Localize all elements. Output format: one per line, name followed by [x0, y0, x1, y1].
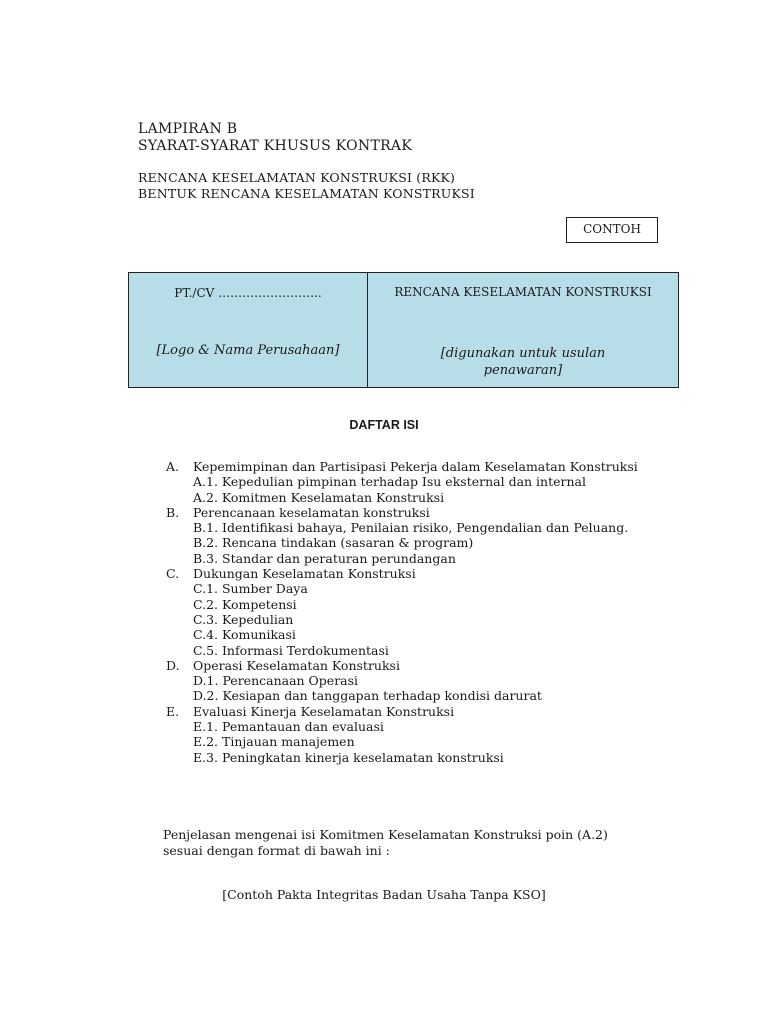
rkk-form-heading: BENTUK RENCANA KESELAMATAN KONSTRUKSI: [138, 186, 475, 201]
toc-item: C.4. Komunikasi: [193, 627, 296, 643]
rkk-cell-note: [digunakan untuk usulan penawaran]: [440, 346, 606, 378]
attachment-label: LAMPIRAN B: [138, 121, 238, 137]
table-of-contents: [166, 459, 638, 765]
toc-item: B.1. Identifikasi bahaya, Penilaian risiko, Pengendalian dan Peluang.: [193, 520, 629, 536]
rkk-cell-title: RENCANA KESELAMATAN KONSTRUKSI: [394, 285, 652, 299]
company-name-placeholder: PT./CV ……………………..: [174, 286, 322, 300]
explanation-line: Penjelasan mengenai isi Komitmen Keselamatan Konstruksi poin (A.2): [163, 827, 608, 842]
company-info-table: [128, 272, 679, 388]
toc-section-title: Dukungan Keselamatan Konstruksi: [193, 566, 416, 582]
toc-item: D.1. Perencanaan Operasi: [193, 673, 359, 689]
toc-section-title: Perencanaan keselamatan konstruksi: [193, 504, 430, 520]
explanation-line: sesuai dengan format di bawah ini :: [163, 842, 390, 858]
pakta-integritas-note: [Contoh Pakta Integritas Badan Usaha Tanpa KSO]: [222, 887, 546, 902]
toc-item: C.3. Kepedulian: [193, 611, 294, 627]
toc-letter: E.: [166, 703, 180, 719]
toc-letter: D.: [166, 657, 180, 673]
toc-section-title: Evaluasi Kinerja Keselamatan Konstruksi: [193, 703, 455, 719]
toc-section-c: [166, 566, 638, 658]
toc-item: A.2. Komitmen Keselamatan Konstruksi: [193, 489, 445, 505]
rkk-heading: RENCANA KESELAMATAN KONSTRUKSI (RKK): [138, 170, 456, 185]
toc-item: C.1. Sumber Daya: [193, 581, 308, 597]
toc-section-a: [166, 459, 638, 505]
toc-item: E.3. Peningkatan kinerja keselamatan konstruksi: [193, 749, 504, 765]
toc-heading: DAFTAR ISI: [349, 418, 419, 432]
toc-item: E.2. Tinjauan manajemen: [193, 734, 355, 750]
toc-item: A.1. Kepedulian pimpinan terhadap Isu eksternal dan internal: [193, 474, 586, 490]
toc-item: C.2. Kompetensi: [193, 596, 297, 612]
toc-letter: C.: [166, 566, 180, 582]
toc-item: D.2. Kesiapan dan tanggapan terhadap kondisi darurat: [193, 688, 542, 704]
toc-section-title: Kepemimpinan dan Partisipasi Pekerja dalam Keselamatan Konstruksi: [193, 459, 638, 474]
document-title: SYARAT-SYARAT KHUSUS KONTRAK: [138, 138, 413, 154]
toc-item: B.2. Rencana tindakan (sasaran & program): [193, 535, 474, 551]
company-cell: [129, 273, 367, 387]
toc-section-d: [166, 658, 638, 704]
toc-item: B.3. Standar dan peraturan perundangan: [193, 550, 456, 566]
toc-item: C.5. Informasi Terdokumentasi: [193, 642, 389, 658]
toc-section-e: [166, 704, 638, 765]
toc-letter: B.: [166, 504, 180, 520]
logo-placeholder: [Logo & Nama Perusahaan]: [156, 343, 340, 358]
toc-section-title: Operasi Keselamatan Konstruksi: [193, 657, 400, 673]
toc-letter: A.: [166, 459, 180, 474]
explanation-paragraph: [163, 827, 608, 858]
toc-item: E.1. Pemantauan dan evaluasi: [193, 719, 384, 735]
toc-section-b: [166, 505, 638, 566]
rkk-cell: [368, 273, 678, 387]
contoh-box: CONTOH: [566, 217, 658, 243]
